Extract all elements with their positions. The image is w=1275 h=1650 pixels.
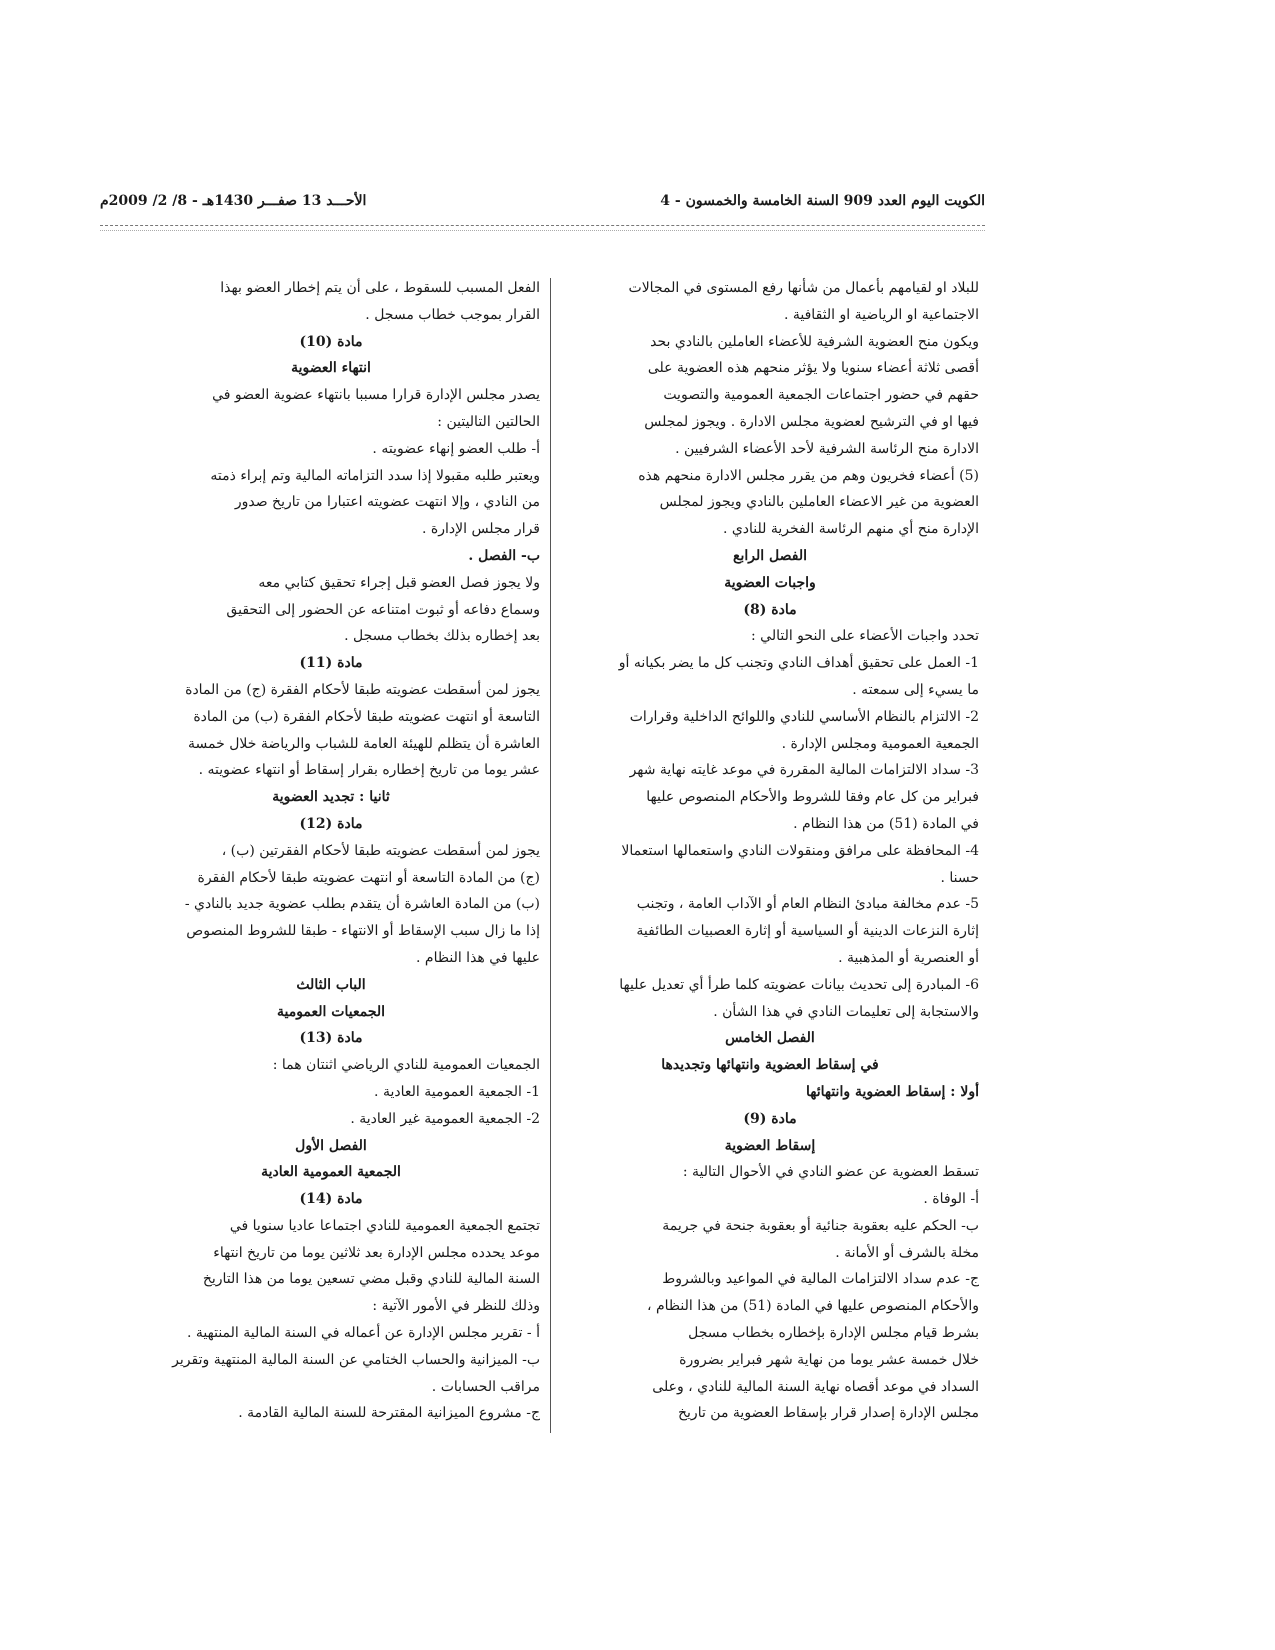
- section-heading: الباب الثالث: [296, 976, 366, 993]
- text-line: مخلة بالشرف أو الأمانة .: [835, 1244, 979, 1261]
- text-line: (ج) من المادة التاسعة أو انتهت عضويته طبقا لأحكام الفقرة: [197, 869, 540, 886]
- section-heading: مادة (13): [299, 1030, 363, 1047]
- section-heading: الفصل الأول: [295, 1137, 367, 1154]
- text-line: الإدارة منح أي منهم الرئاسة الفخرية للنادي .: [722, 521, 979, 538]
- column-divider: [550, 278, 551, 1433]
- text-line: مجلس الإدارة إصدار قرار بإسقاط العضوية من تاريخ: [678, 1405, 979, 1422]
- text-line: بشرط قيام مجلس الإدارة بإخطاره بخطاب مسجل: [688, 1325, 979, 1342]
- text-line: 2- الالتزام بالنظام الأساسي للنادي واللوائح الداخلية وقرارات: [629, 708, 979, 725]
- section-heading: مادة (10): [299, 333, 363, 350]
- text-line: الاجتماعية او الرياضية او الثقافية .: [783, 306, 979, 323]
- text-line: ولا يجوز فصل العضو قبل إجراء تحقيق كتابي معه: [258, 574, 540, 591]
- text-line: الجمعية العمومية ومجلس الإدارة .: [781, 735, 979, 752]
- text-line: القرار بموجب خطاب مسجل .: [365, 306, 540, 323]
- text-line: ب- الحكم عليه بعقوبة جنائية أو بعقوبة جنحة في جريمة: [662, 1217, 979, 1234]
- text-line: عليها في هذا النظام .: [416, 949, 540, 966]
- text-line: العضوية من غير الاعضاء العاملين بالنادي ويجوز لمجلس: [659, 494, 979, 511]
- text-line: أ - تقرير مجلس الإدارة عن أعماله في السنة المالية المنتهية .: [187, 1325, 540, 1342]
- text-line: بعد إخطاره بذلك بخطاب مسجل .: [344, 628, 540, 645]
- text-line: إثارة النزعات الدينية أو السياسية أو إثارة العصبيات الطائفية: [636, 923, 979, 940]
- text-line: ما يسيء إلى سمعته .: [852, 681, 979, 698]
- header-divider-secondary: [100, 230, 985, 231]
- section-heading: مادة (8): [743, 601, 797, 618]
- text-line: قرار مجلس الإدارة .: [422, 521, 540, 538]
- section-heading: انتهاء العضوية: [291, 360, 371, 377]
- section-heading: الجمعيات العمومية: [276, 1003, 386, 1020]
- text-line: تجتمع الجمعية العمومية للنادي اجتماعا عاديا سنويا في: [229, 1217, 540, 1234]
- text-line: ج- عدم سداد الالتزامات المالية في المواعيد وبالشروط: [662, 1271, 979, 1288]
- text-line: يصدر مجلس الإدارة قرارا مسببا بانتهاء عضوية العضو في: [212, 387, 540, 404]
- text-line: أ- الوفاة .: [923, 1191, 979, 1208]
- section-heading: ثانيا : تجديد العضوية: [272, 789, 390, 806]
- text-line: السداد في موعد أقصاه نهاية السنة المالية للنادي ، وعلى: [652, 1378, 979, 1395]
- section-heading: إسقاط العضوية: [724, 1137, 816, 1154]
- section-heading: مادة (9): [743, 1110, 797, 1127]
- text-line: 6- المبادرة إلى تحديث بيانات عضويته كلما طرأ أي تعديل عليها: [619, 976, 979, 993]
- text-line: موعد يحدده مجلس الإدارة بعد ثلاثين يوما من تاريخ انتهاء: [213, 1244, 540, 1261]
- text-line: السنة المالية للنادي وقبل مضي تسعين يوما من هذا التاريخ: [202, 1271, 540, 1288]
- text-line: 3- سداد الالتزامات المالية المقررة في موعد غايته نهاية شهر: [629, 762, 979, 779]
- text-line: الجمعيات العمومية للنادي الرياضي اثنتان هما :: [272, 1057, 540, 1074]
- text-line: الادارة منح الرئاسة الشرفية لأحد الأعضاء الشرفيين .: [675, 440, 979, 457]
- text-line: تحدد واجبات الأعضاء على النحو التالي :: [750, 628, 979, 645]
- text-line: مراقب الحسابات .: [431, 1378, 540, 1395]
- text-line: أ- طلب العضو إنهاء عضويته .: [372, 440, 540, 457]
- text-line: 1- العمل على تحقيق أهداف النادي وتجنب كل ما يضر بكيانه أو: [618, 655, 979, 672]
- text-line: 5- عدم مخالفة مبادئ النظام العام أو الآداب العامة ، وتجنب: [636, 896, 979, 913]
- text-line: الحالتين التاليتين :: [437, 413, 540, 430]
- text-line: أو العنصرية أو المذهبية .: [838, 949, 979, 966]
- section-heading: مادة (11): [299, 655, 363, 672]
- text-line: في المادة (51) من هذا النظام .: [793, 815, 979, 832]
- text-line: خلال خمسة عشر يوما من نهاية شهر فبراير بضرورة: [679, 1351, 979, 1368]
- text-line: (ب) من المادة العاشرة أن يتقدم بطلب عضوية جديد بالنادي -: [184, 896, 540, 913]
- section-heading: الفصل الرابع: [733, 547, 807, 564]
- publication-info: الكويت اليوم العدد 909 السنة الخامسة والخمسون - 4: [660, 193, 985, 209]
- section-heading: واجبات العضوية: [724, 574, 816, 591]
- text-line: 4- المحافظة على مرافق ومنقولات النادي واستعمالها استعمالا: [621, 842, 979, 859]
- section-heading: ب- الفصل .: [468, 547, 540, 564]
- text-line: من النادي ، وإلا انتهت عضويته اعتبارا من تاريخ صدور: [234, 494, 540, 511]
- section-heading: مادة (14): [299, 1191, 363, 1208]
- text-line: تسقط العضوية عن عضو النادي في الأحوال التالية :: [682, 1164, 979, 1181]
- text-line: فيها او في الترشيح لعضوية مجلس الادارة . ويجوز لمجلس: [644, 413, 979, 430]
- text-line: حسنا .: [940, 869, 979, 886]
- text-line: وذلك للنظر في الأمور الآتية :: [372, 1298, 540, 1315]
- text-line: للبلاد او لقيامهم بأعمال من شأنها رفع المستوى في المجالات: [628, 280, 979, 296]
- section-heading: الجمعية العمومية العادية: [261, 1164, 401, 1181]
- text-line: (5) أعضاء فخريون وهم من يقرر مجلس الادارة منحهم هذه: [638, 467, 979, 484]
- section-heading: مادة (12): [299, 815, 363, 832]
- text-line: ب- الميزانية والحساب الختامي عن السنة المالية المنتهية وتقرير: [172, 1351, 540, 1368]
- text-line: ويعتبر طلبه مقبولا إذا سدد التزاماته المالية وتم إبراء ذمته: [210, 467, 540, 484]
- page-header: [100, 193, 985, 223]
- text-line: 2- الجمعية العمومية غير العادية .: [350, 1110, 540, 1127]
- text-line: يجوز لمن أسقطت عضويته طبقا لأحكام الفقرة (ج) من المادة: [185, 681, 540, 698]
- text-line: عشر يوما من تاريخ إخطاره بقرار إسقاط أو انتهاء عضويته .: [198, 762, 540, 779]
- text-line: والاستجابة إلى تعليمات النادي في هذا الشأن .: [713, 1003, 979, 1020]
- text-line: ويكون منح العضوية الشرفية للأعضاء العاملين بالنادي بحد: [650, 333, 979, 350]
- issue-date: الأحـــد 13 صفـــر 1430هـ - 8/ 2/ 2009م: [100, 193, 367, 209]
- text-line: التاسعة أو انتهت عضويته طبقا لأحكام الفقرة (ب) من المادة: [193, 708, 540, 725]
- text-line: الفعل المسبب للسقوط ، على أن يتم إخطار العضو بهذا: [220, 280, 540, 296]
- text-line: يجوز لمن أسقطت عضويته طبقا لأحكام الفقرتين (ب) ،: [221, 842, 540, 859]
- text-line: فبراير من كل عام وفقا للشروط والأحكام المنصوص عليها: [646, 789, 979, 806]
- text-line: حقهم في حضور اجتماعات الجمعية العمومية والتصويت: [663, 387, 979, 404]
- text-line: والأحكام المنصوص عليها في المادة (51) من هذا النظام ،: [646, 1298, 979, 1315]
- section-heading: أولا : إسقاط العضوية وانتهائها: [805, 1083, 979, 1100]
- text-line: إذا ما زال سبب الإسقاط أو الانتهاء - طبقا للشروط المنصوص: [186, 923, 540, 940]
- header-divider: [100, 225, 985, 226]
- right-text-column: [561, 275, 979, 1427]
- text-line: وسماع دفاعه أو ثبوت امتناعه عن الحضور إلى التحقيق: [226, 601, 540, 618]
- text-line: ج- مشروع الميزانية المقترحة للسنة المالية القادمة .: [238, 1405, 540, 1422]
- text-line: أقصى ثلاثة أعضاء سنويا ولا يؤثر منحهم هذه العضوية على: [647, 360, 979, 377]
- text-line: العاشرة أن يتظلم للهيئة العامة للشباب والرياضة خلال خمسة: [188, 735, 540, 752]
- section-heading: في إسقاط العضوية وانتهائها وتجديدها: [661, 1057, 879, 1074]
- text-line: 1- الجمعية العمومية العادية .: [374, 1083, 540, 1100]
- left-text-column: [122, 275, 540, 1427]
- section-heading: الفصل الخامس: [725, 1030, 815, 1047]
